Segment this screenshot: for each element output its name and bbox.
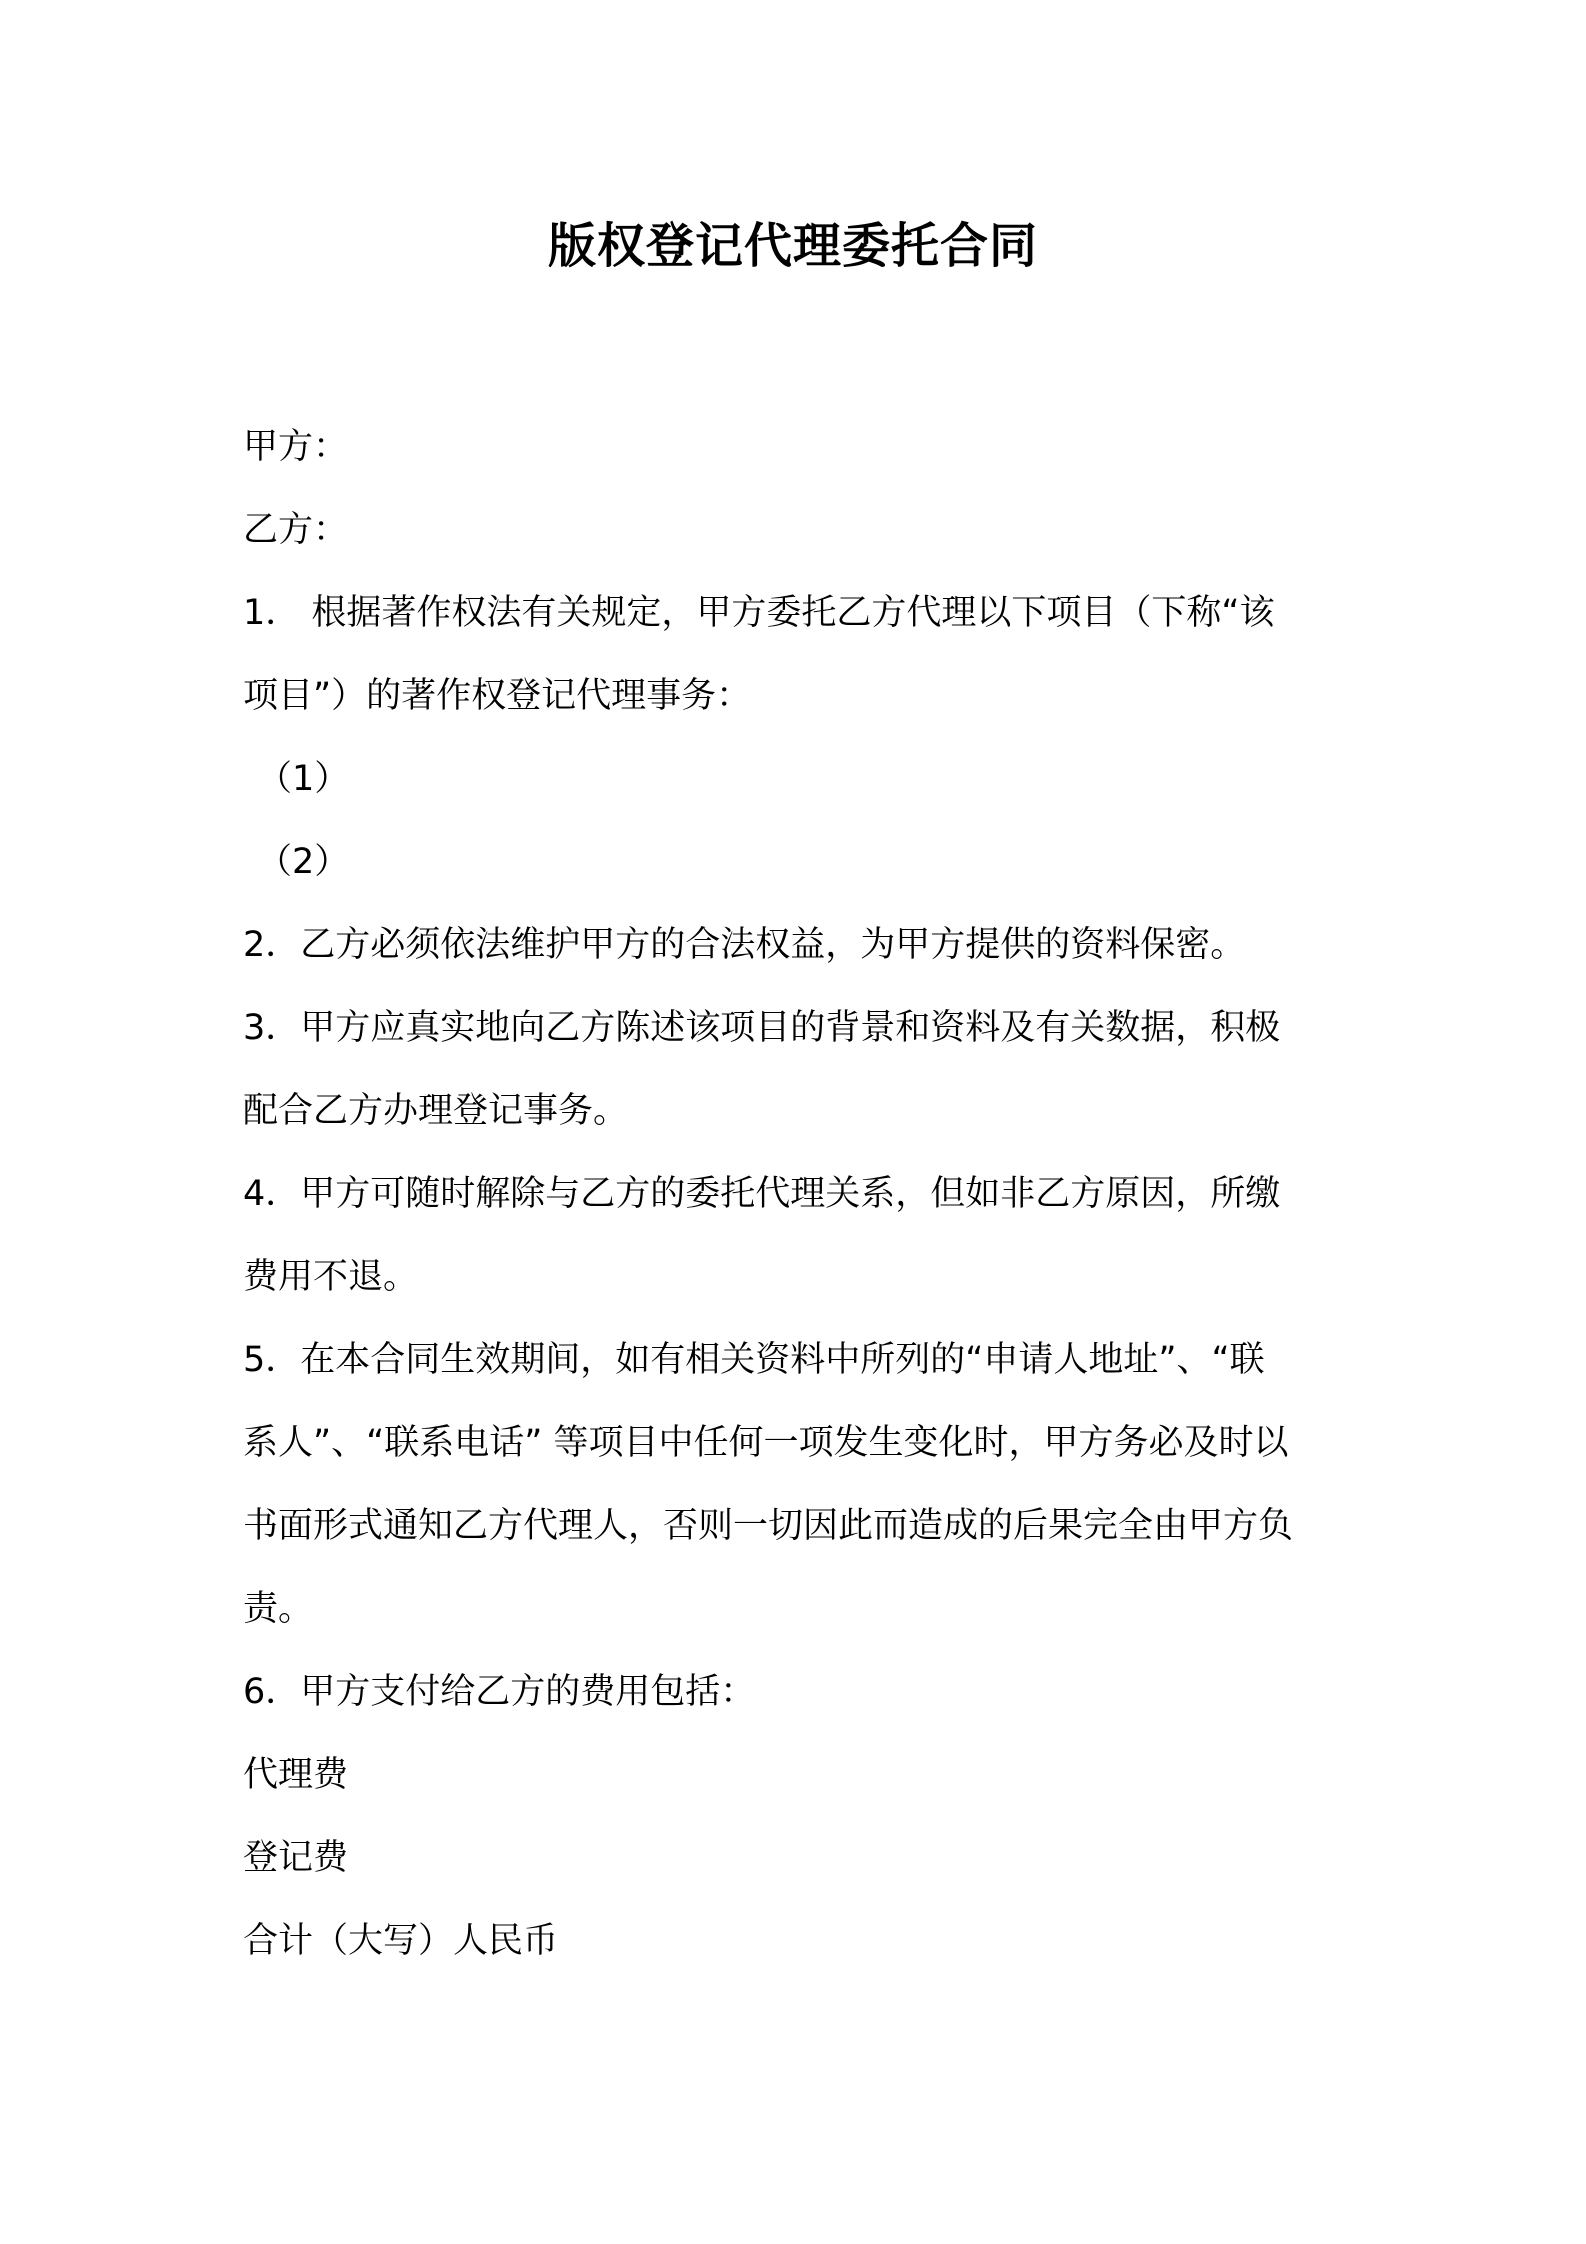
clause-3-line-2: 配合乙方办理登记事务。: [243, 1091, 629, 1131]
total-amount-label: 合计（大写）人民币: [243, 1921, 559, 1961]
clause-1-item-1: （1）: [257, 759, 350, 799]
clause-1-line-2: 项目”）的著作权登记代理事务：: [243, 676, 752, 716]
party-a-label: 甲方：: [243, 427, 349, 467]
fee-agency-label: 代理费: [243, 1755, 349, 1795]
clause-4-line-2: 费用不退。: [243, 1257, 419, 1297]
party-b-label: 乙方：: [243, 510, 349, 550]
clause-5-line-1: 5．在本合同生效期间，如有相关资料中所列的“申请人地址”、“联: [243, 1340, 1265, 1380]
clause-5-line-3: 书面形式通知乙方代理人，否则一切因此而造成的后果完全由甲方负: [243, 1506, 1294, 1546]
clause-1-item-2: （2）: [257, 842, 350, 882]
clause-1-line-1: 1． 根据著作权法有关规定，甲方委托乙方代理以下项目（下称“该: [243, 593, 1275, 633]
clause-6-line-1: 6．甲方支付给乙方的费用包括：: [243, 1672, 756, 1712]
clause-3-line-1: 3．甲方应真实地向乙方陈述该项目的背景和资料及有关数据，积极: [243, 1008, 1281, 1048]
document-title: 版权登记代理委托合同: [547, 218, 1038, 274]
document-body: [243, 406, 1355, 1983]
fee-registration-label: 登记费: [243, 1838, 349, 1878]
clause-5-line-2: 系人”、“联系电话” 等项目中任何一项发生变化时，甲方务必及时以: [243, 1423, 1289, 1463]
clause-5-line-4: 责。: [243, 1589, 314, 1629]
clause-4-line-1: 4．甲方可随时解除与乙方的委托代理关系，但如非乙方原因，所缴: [243, 1174, 1281, 1214]
clause-2-line-1: 2．乙方必须依法维护甲方的合法权益，为甲方提供的资料保密。: [243, 925, 1246, 965]
